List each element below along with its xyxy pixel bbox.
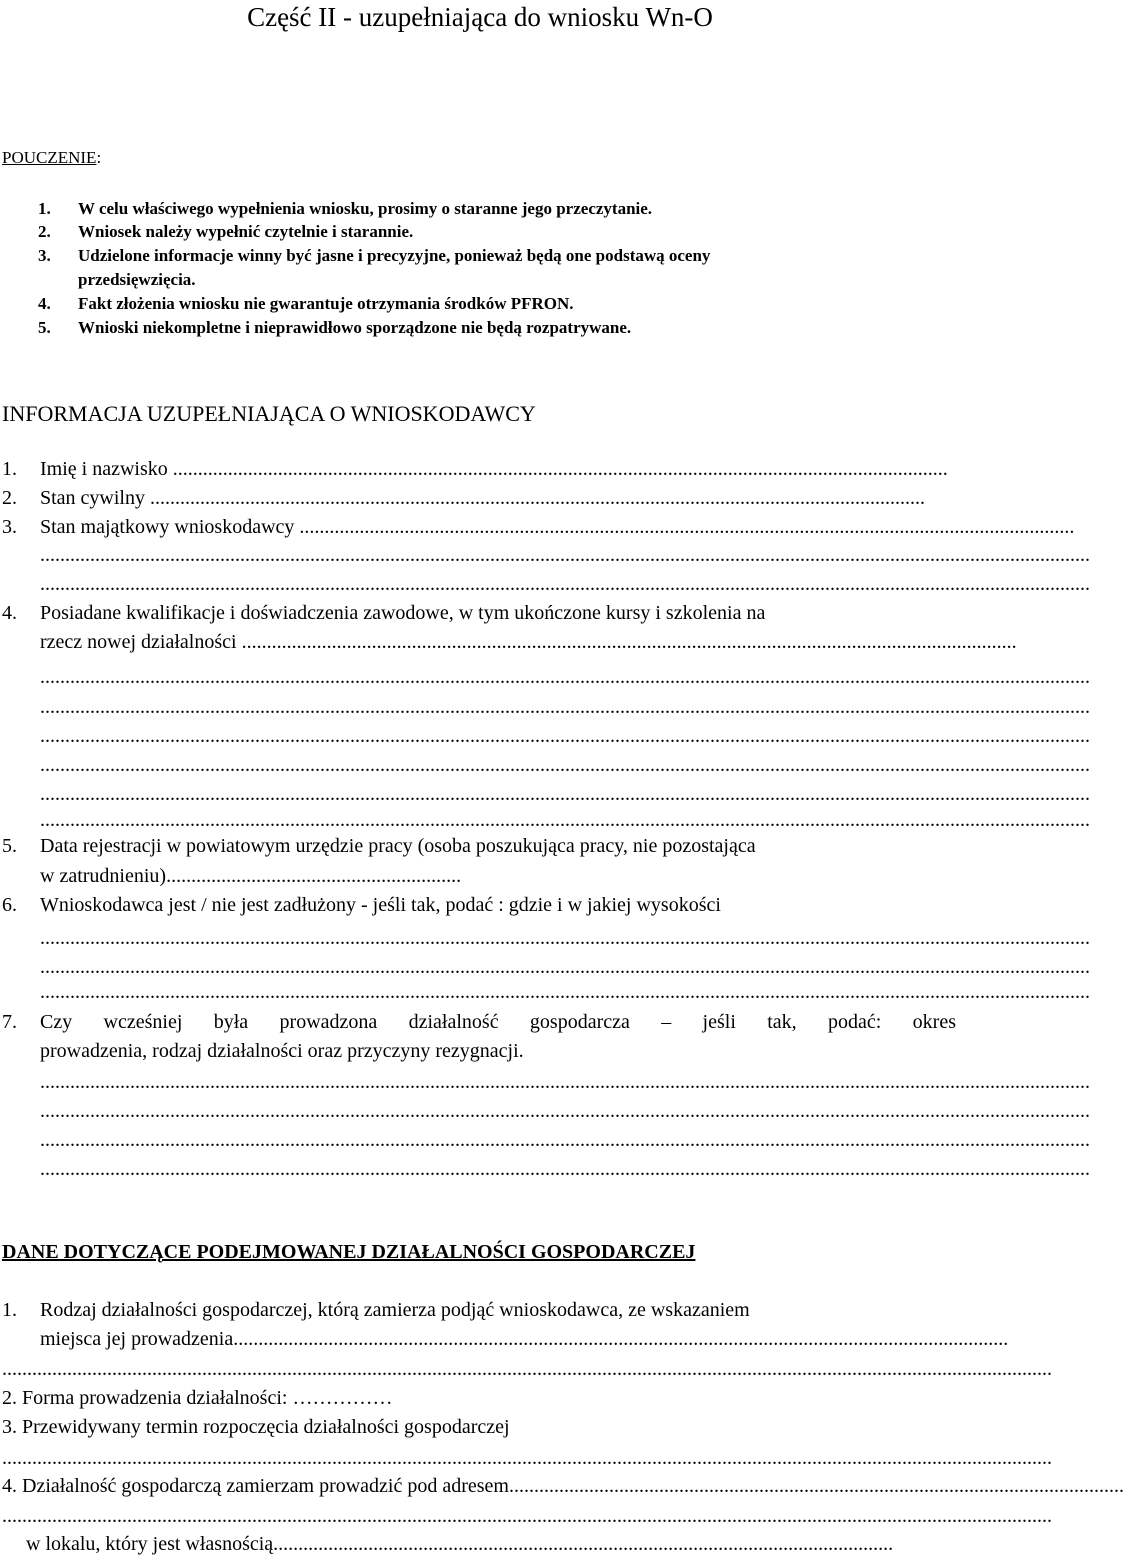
field-start-date: 3. Przewidywany termin rozpoczęcia działalności gospodarczej	[2, 1416, 510, 1438]
field-number: 7.	[2, 1011, 17, 1033]
fill-line[interactable]: ..................................................................................................................................................................................................................	[40, 666, 1090, 688]
fill-line[interactable]: ..................................................................................................................................................................................................................	[40, 573, 1090, 595]
field-business-type-continuation[interactable]: miejsca jej prowadzenia...........................................................................................................................................................	[40, 1328, 1009, 1350]
fill-line[interactable]: ..................................................................................................................................................................................................................	[40, 981, 1090, 1003]
fill-line[interactable]: ..................................................................................................................................................................................................................	[2, 1505, 1052, 1527]
field-previous-business	[2, 1008, 956, 1036]
field-label[interactable]: Stan majątkowy wnioskodawcy ...........................................................................................................................................................	[40, 516, 1075, 538]
field-marital-status	[2, 484, 954, 512]
fill-line[interactable]: ..................................................................................................................................................................................................................	[40, 1129, 1090, 1151]
field-qualifications	[2, 599, 954, 627]
field-business-type	[2, 1296, 954, 1324]
section-heading-business-data: DANE DOTYCZĄCE PODEJMOWANEJ DZIAŁALNOŚCI GOSPODARCZEJ	[2, 1241, 696, 1263]
instruction-text: Fakt złożenia wniosku nie gwarantuje otrzymania środków PFRON.	[78, 294, 574, 313]
fill-line[interactable]: ..................................................................................................................................................................................................................	[40, 1158, 1090, 1180]
field-registration-date	[2, 832, 954, 860]
field-label: Posiadane kwalifikacje i doświadczenia zawodowe, w tym ukończone kursy i szkolenia na	[40, 602, 766, 624]
instruction-text: W celu właściwego wypełnienia wniosku, prosimy o staranne jego przeczytanie.	[78, 199, 653, 218]
fill-line[interactable]: ..................................................................................................................................................................................................................	[40, 956, 1090, 978]
field-debt	[2, 891, 954, 919]
field-number: 3.	[2, 516, 17, 538]
instruction-3-continuation: przedsięwzięcia.	[78, 270, 196, 289]
instruction-2	[38, 222, 938, 246]
field-number: 5.	[2, 835, 17, 857]
pouczenie-heading	[2, 148, 101, 168]
instruction-text: Wnioski niekompletne i nieprawidłowo sporządzone nie będą rozpatrywane.	[78, 318, 632, 337]
field-previous-business-continuation: prowadzenia, rodzaj działalności oraz przyczyny rezygnacji.	[40, 1040, 524, 1062]
fill-line[interactable]: ..................................................................................................................................................................................................................	[40, 809, 1090, 831]
fill-line[interactable]: ..................................................................................................................................................................................................................	[40, 696, 1090, 718]
field-premises-owner[interactable]: w lokalu, który jest własnością............................................................................................................................	[26, 1533, 894, 1555]
instruction-text: Udzielone informacje winny być jasne i precyzyjne, ponieważ będą one podstawą oceny	[78, 246, 711, 265]
instruction-4	[38, 294, 938, 318]
section-heading-applicant-info: INFORMACJA UZUPEŁNIAJĄCA O WNIOSKODAWCY	[2, 401, 536, 426]
fill-line[interactable]: ..................................................................................................................................................................................................................	[2, 1358, 1052, 1380]
fill-line[interactable]: ..................................................................................................................................................................................................................	[40, 927, 1090, 949]
field-number: 1.	[2, 458, 17, 480]
field-number: 2.	[2, 487, 17, 509]
field-label: Rodzaj działalności gospodarczej, którą zamierza podjąć wnioskodawca, ze wskazaniem	[40, 1299, 750, 1321]
fill-line[interactable]: ..................................................................................................................................................................................................................	[40, 1100, 1090, 1122]
instruction-number: 2.	[38, 222, 51, 241]
field-label[interactable]: Stan cywilny ...........................................................................................................................................................	[40, 487, 925, 509]
page-title: Część II - uzupełniająca do wniosku Wn-O	[247, 2, 713, 32]
field-qualifications-continuation[interactable]: rzecz nowej działalności ...........................................................................................................................................................	[40, 631, 1017, 653]
instruction-number: 5.	[38, 318, 51, 337]
field-label: Data rejestracji w powiatowym urzędzie pracy (osoba poszukująca pracy, nie pozostająca	[40, 835, 756, 857]
field-number: 6.	[2, 894, 17, 916]
instruction-number: 3.	[38, 246, 51, 265]
pouczenie-colon: :	[96, 148, 102, 167]
fill-line[interactable]: ..................................................................................................................................................................................................................	[40, 1071, 1090, 1093]
field-label: Wnioskodawca jest / nie jest zadłużony - jeśli tak, podać : gdzie i w jakiej wysokości	[40, 894, 721, 916]
instruction-number: 1.	[38, 199, 51, 218]
field-property-status	[2, 513, 1075, 541]
instruction-text: Wniosek należy wypełnić czytelnie i starannie.	[78, 222, 414, 241]
fill-line[interactable]: ..................................................................................................................................................................................................................	[40, 754, 1090, 776]
field-business-form[interactable]: 2. Forma prowadzenia działalności: ……………	[2, 1387, 393, 1409]
field-number: 4.	[2, 602, 17, 624]
field-label: Czy wcześniej była prowadzona działalność gospodarcza – jeśli tak, podać: okres	[40, 1011, 956, 1033]
fill-line[interactable]: ..................................................................................................................................................................................................................	[2, 1447, 1052, 1469]
pouczenie-label: POUCZENIE	[2, 148, 97, 167]
fill-line[interactable]: ..................................................................................................................................................................................................................	[40, 783, 1090, 805]
fill-line[interactable]: ..................................................................................................................................................................................................................	[40, 725, 1090, 747]
field-name	[2, 455, 954, 483]
instruction-number: 4.	[38, 294, 51, 313]
instruction-1	[38, 199, 938, 223]
field-registration-date-continuation[interactable]: w zatrudnieniu)...........................................................	[40, 865, 462, 887]
field-label[interactable]: Imię i nazwisko ...........................................................................................................................................................	[40, 458, 948, 480]
instruction-3	[38, 246, 938, 270]
instruction-5	[38, 318, 938, 342]
fill-line[interactable]: ..................................................................................................................................................................................................................	[40, 544, 1090, 566]
field-number: 1.	[2, 1299, 17, 1321]
field-business-address[interactable]: 4. Działalność gospodarczą zamierzam prowadzić pod adresem...........................................................................................................................	[2, 1475, 1124, 1497]
